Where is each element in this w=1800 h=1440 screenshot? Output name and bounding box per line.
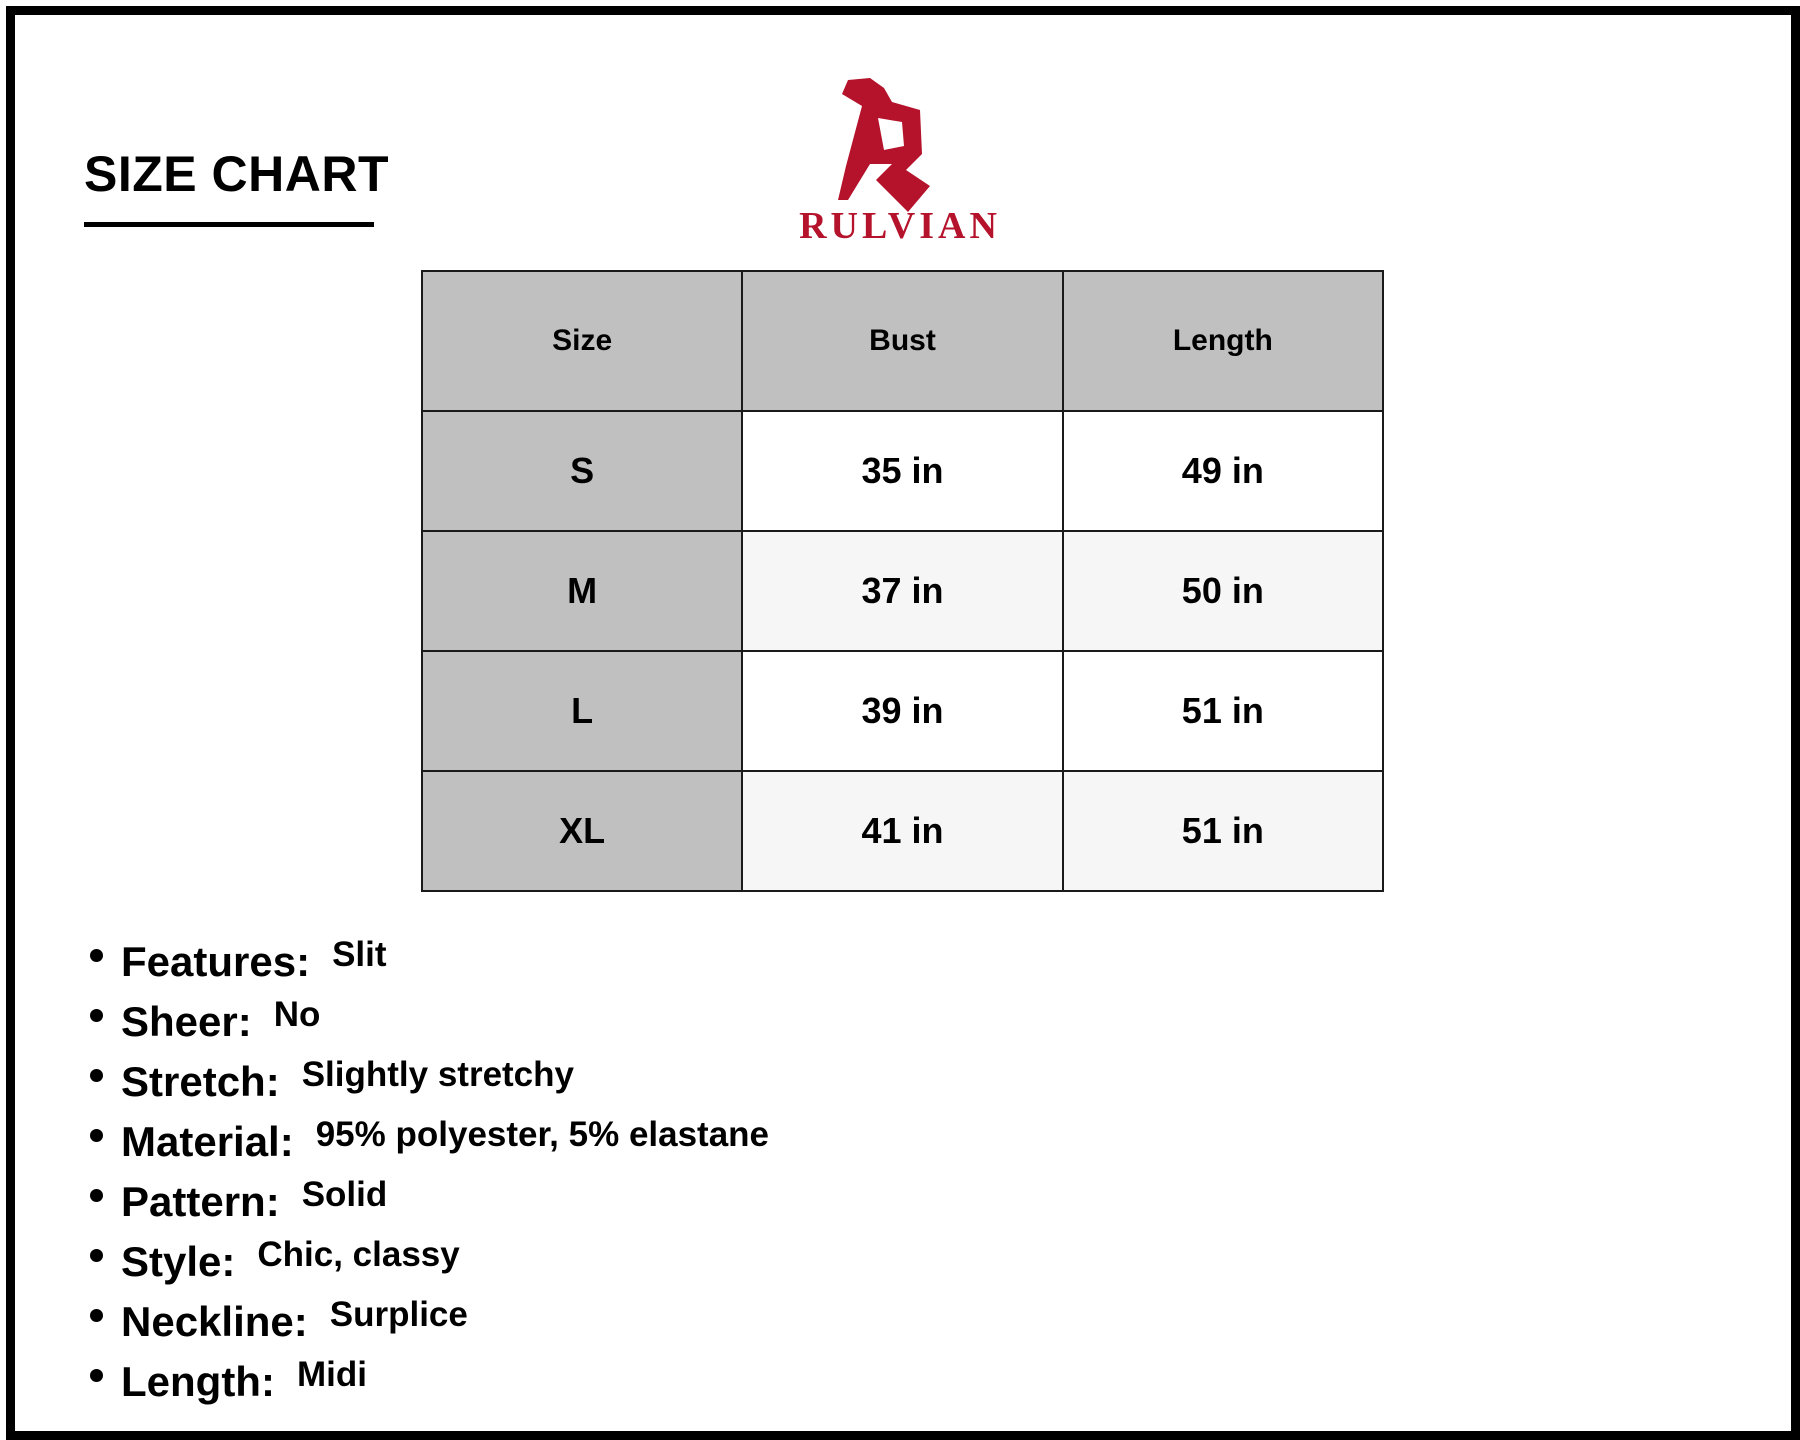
size-cell: L: [422, 651, 742, 771]
table-row: [422, 411, 1383, 531]
spec-style: [90, 1235, 769, 1298]
size-cell: XL: [422, 771, 742, 891]
length-cell: 51 in: [1063, 771, 1383, 891]
length-cell: 50 in: [1063, 531, 1383, 651]
spec-label: Pattern:: [121, 1178, 280, 1225]
spec-value: Slit: [332, 935, 387, 974]
spec-features: [90, 935, 769, 998]
brand-wordmark: RULVIAN: [799, 205, 1001, 247]
spec-value: Solid: [301, 1175, 388, 1214]
length-cell: 51 in: [1063, 651, 1383, 771]
table-row: [422, 531, 1383, 651]
bust-cell: 41 in: [742, 771, 1062, 891]
spec-label: Neckline:: [121, 1298, 308, 1345]
size-table: [421, 270, 1384, 892]
title-underline: [84, 222, 374, 227]
spec-label: Style:: [121, 1238, 236, 1285]
table-header-row: [422, 271, 1383, 411]
bullet-icon: [90, 1129, 103, 1142]
spec-value: No: [273, 995, 321, 1034]
bullet-icon: [90, 1249, 103, 1262]
bust-cell: 39 in: [742, 651, 1062, 771]
spec-label: Features:: [121, 938, 311, 985]
spec-label: Length:: [121, 1358, 275, 1405]
spec-value: 95% polyester, 5% elastane: [315, 1115, 770, 1154]
spec-label: Stretch:: [121, 1058, 280, 1105]
header-length: Length: [1063, 271, 1383, 411]
bullet-icon: [90, 1009, 103, 1022]
bust-cell: 35 in: [742, 411, 1062, 531]
header-size: Size: [422, 271, 742, 411]
spec-neckline: [90, 1295, 769, 1358]
spec-list: [90, 935, 770, 1418]
spec-value: Chic, classy: [257, 1235, 460, 1274]
size-cell: S: [422, 411, 742, 531]
spec-pattern: [90, 1175, 769, 1238]
spec-value: Midi: [296, 1355, 367, 1394]
spec-value: Surplice: [329, 1295, 468, 1334]
bullet-icon: [90, 1309, 103, 1322]
bullet-icon: [90, 1189, 103, 1202]
spec-label: Sheer:: [121, 998, 252, 1045]
length-cell: 49 in: [1063, 411, 1383, 531]
spec-stretch: [90, 1055, 769, 1118]
spec-length: [90, 1355, 769, 1418]
bullet-icon: [90, 1369, 103, 1382]
size-cell: M: [422, 531, 742, 651]
spec-value: Slightly stretchy: [301, 1055, 574, 1094]
header-bust: Bust: [742, 271, 1062, 411]
spec-sheer: [90, 995, 769, 1058]
bullet-icon: [90, 949, 103, 962]
spec-label: Material:: [121, 1118, 294, 1165]
table-row: [422, 771, 1383, 891]
bullet-icon: [90, 1069, 103, 1082]
spec-material: [90, 1115, 770, 1178]
table-row: [422, 651, 1383, 771]
page-title: SIZE CHART: [84, 146, 389, 202]
bust-cell: 37 in: [742, 531, 1062, 651]
